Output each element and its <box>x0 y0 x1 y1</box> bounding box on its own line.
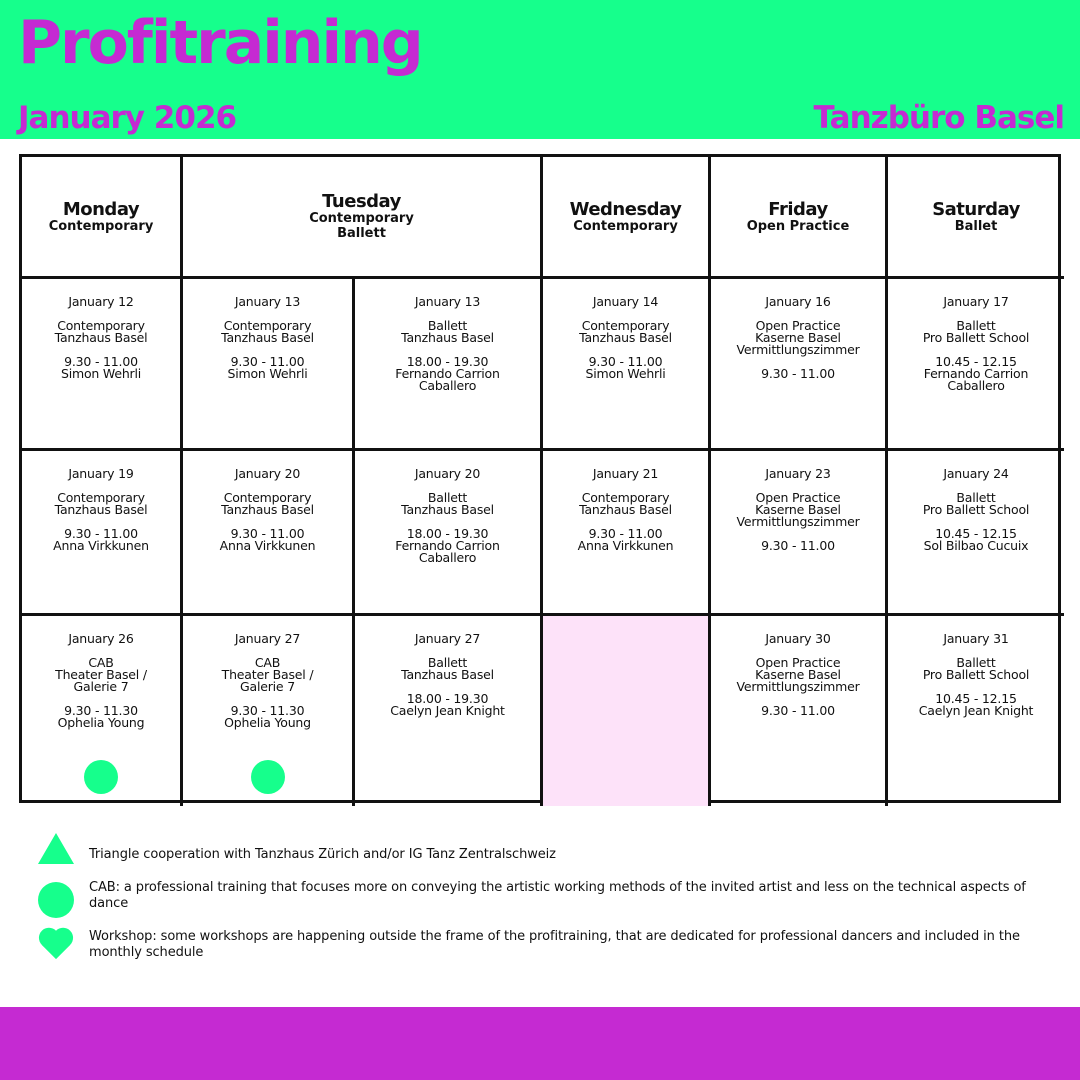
session-date: January 16 <box>765 294 831 309</box>
session-date: January 24 <box>943 466 1009 481</box>
session-date: January 12 <box>68 294 134 309</box>
session-location <box>355 657 540 681</box>
teacher-name: Fernando Carrion <box>923 366 1029 381</box>
session-date: January 30 <box>765 631 831 646</box>
venue-name: Pro Ballett School <box>922 330 1030 345</box>
day-label: Monday <box>62 198 140 220</box>
class-name: Ballett <box>956 318 996 333</box>
session-cell <box>888 616 1064 806</box>
page-title: Profitraining <box>18 8 422 78</box>
legend-text: Workshop: some workshops are happening outside the frame of the profitraining, that are dedicated for professional dancers and included in the monthly schedule <box>89 929 1020 960</box>
session-cell <box>22 451 183 616</box>
day-label: Wednesday <box>569 198 682 220</box>
class-type-label: Ballett <box>337 226 386 241</box>
venue-name: Galerie 7 <box>240 679 295 694</box>
session-location <box>355 320 540 344</box>
session-time: 9.30 - 11.00 <box>230 354 305 369</box>
venue-name: Tanzhaus Basel <box>221 330 314 345</box>
session-location <box>888 657 1064 681</box>
session-time-teacher <box>711 540 885 552</box>
teacher-name: Fernando Carrion <box>395 538 500 553</box>
session-time-teacher <box>711 705 885 717</box>
session-time-teacher <box>183 356 352 380</box>
session-location <box>888 492 1064 516</box>
session-cell <box>355 279 543 451</box>
class-name: CAB <box>254 655 281 670</box>
class-name: Ballett <box>427 655 468 670</box>
session-location <box>22 657 180 693</box>
session-time: 10.45 - 12.15 <box>935 354 1017 369</box>
session-cell <box>543 279 711 451</box>
session-cell <box>711 616 888 806</box>
session-location <box>183 320 352 344</box>
day-label: Saturday <box>932 198 1020 220</box>
venue-name: Tanzhaus Basel <box>54 330 148 345</box>
venue-name: Kaserne Basel <box>755 330 841 345</box>
session-date: January 13 <box>414 294 481 309</box>
session-time: 9.30 - 11.00 <box>588 354 663 369</box>
session-time: 9.30 - 11.00 <box>230 526 305 541</box>
venue-name: Tanzhaus Basel <box>54 502 148 517</box>
class-name: Ballett <box>956 655 996 670</box>
triangle-icon <box>38 833 74 864</box>
session-time: 10.45 - 12.15 <box>935 526 1017 541</box>
session-date: January 27 <box>414 631 481 646</box>
session-time-teacher <box>355 528 540 564</box>
session-time-teacher <box>183 705 352 729</box>
session-location <box>22 320 180 344</box>
teacher-name: Caballero <box>418 378 477 393</box>
teacher-name: Ophelia Young <box>224 715 311 730</box>
session-date: January 13 <box>234 294 301 309</box>
venue-name: Tanzhaus Basel <box>401 330 494 345</box>
column-header-friday <box>711 157 888 279</box>
session-time: 9.30 - 11.00 <box>64 526 138 541</box>
session-time: 18.00 - 19.30 <box>406 354 489 369</box>
session-time-teacher <box>22 705 180 729</box>
class-name: Contemporary <box>581 490 670 505</box>
class-name: Contemporary <box>57 490 145 505</box>
teacher-name: Caelyn Jean Knight <box>918 703 1034 718</box>
session-cell <box>888 451 1064 616</box>
session-time-teacher <box>22 356 180 380</box>
session-date: January 31 <box>943 631 1009 646</box>
venue-name: Theater Basel / <box>55 667 147 682</box>
session-time-teacher <box>888 528 1064 552</box>
venue-name: Tanzhaus Basel <box>401 667 494 682</box>
teacher-name: Simon Wehrli <box>585 366 666 381</box>
schedule-grid <box>19 154 1061 803</box>
teacher-name: Anna Virkkunen <box>53 538 149 553</box>
teacher-name: Caballero <box>947 378 1005 393</box>
session-location <box>183 657 352 693</box>
class-name: CAB <box>88 655 114 670</box>
session-time: 18.00 - 19.30 <box>406 691 489 706</box>
session-time: 9.30 - 11.30 <box>230 703 305 718</box>
session-date: January 14 <box>592 294 659 309</box>
venue-name: Tanzhaus Basel <box>579 502 672 517</box>
column-header-tuesday <box>183 157 543 279</box>
session-cell <box>22 279 183 451</box>
session-cell <box>183 451 355 616</box>
session-time-teacher <box>183 528 352 552</box>
class-name: Open Practice <box>755 490 841 505</box>
teacher-name: Fernando Carrion <box>395 366 500 381</box>
footer-bar <box>0 1007 1080 1080</box>
session-time-teacher <box>543 356 708 380</box>
header-banner <box>0 0 1080 139</box>
venue-name: Vermittlungszimmer <box>736 679 860 694</box>
session-time: 9.30 - 11.00 <box>588 526 663 541</box>
class-name: Ballett <box>427 490 468 505</box>
session-cell <box>183 279 355 451</box>
session-date: January 23 <box>765 466 831 481</box>
session-time: 9.30 - 11.30 <box>64 703 138 718</box>
session-cell <box>888 279 1064 451</box>
session-time-teacher <box>355 693 540 717</box>
session-location <box>711 492 885 528</box>
session-location <box>543 320 708 344</box>
empty-cell <box>543 616 711 806</box>
legend-text: Triangle cooperation with Tanzhaus Zürich and/or IG Tanz Zentralschweiz <box>89 847 556 862</box>
venue-name: Kaserne Basel <box>755 667 841 682</box>
session-time: 9.30 - 11.00 <box>64 354 138 369</box>
session-location <box>183 492 352 516</box>
venue-name: Tanzhaus Basel <box>401 502 494 517</box>
venue-name: Pro Ballett School <box>922 502 1030 517</box>
session-location <box>543 492 708 516</box>
session-date: January 20 <box>414 466 481 481</box>
class-type-label: Contemporary <box>48 218 154 234</box>
session-time: 10.45 - 12.15 <box>935 691 1017 706</box>
class-name: Open Practice <box>755 655 841 670</box>
session-location <box>355 492 540 516</box>
teacher-name: Anna Virkkunen <box>219 538 316 553</box>
session-cell <box>183 616 355 806</box>
session-location <box>711 320 885 356</box>
class-type-label: Ballet <box>954 218 998 234</box>
session-cell <box>355 451 543 616</box>
class-name: Ballett <box>427 318 468 333</box>
teacher-name: Caelyn Jean Knight <box>390 703 505 718</box>
venue-name: Kaserne Basel <box>755 502 841 517</box>
class-name: Contemporary <box>581 318 670 333</box>
circle-icon <box>38 882 74 918</box>
session-date: January 20 <box>234 466 301 481</box>
venue-name: Tanzhaus Basel <box>221 502 314 517</box>
teacher-name: Simon Wehrli <box>227 366 308 381</box>
teacher-name: Sol Bilbao Cucuix <box>923 538 1029 553</box>
session-time-teacher <box>543 528 708 552</box>
session-time: 9.30 - 11.00 <box>761 538 835 553</box>
session-location <box>22 492 180 516</box>
class-type-label: Contemporary <box>309 211 414 226</box>
session-time-teacher <box>711 368 885 380</box>
class-type-label: Open Practice <box>746 218 850 234</box>
session-date: January 19 <box>68 466 134 481</box>
circle-icon <box>251 760 285 794</box>
session-time-teacher <box>888 356 1064 392</box>
teacher-name: Ophelia Young <box>57 715 145 730</box>
session-time-teacher <box>888 693 1064 717</box>
session-time: 9.30 - 11.00 <box>761 703 835 718</box>
session-date: January 17 <box>943 294 1009 309</box>
teacher-name: Caballero <box>418 550 477 565</box>
column-header-monday <box>22 157 183 279</box>
session-time: 18.00 - 19.30 <box>406 526 489 541</box>
venue-name: Vermittlungszimmer <box>736 514 860 529</box>
class-name: Open Practice <box>755 318 841 333</box>
session-time-teacher <box>355 356 540 392</box>
class-name: Ballett <box>956 490 996 505</box>
class-type-label: Contemporary <box>573 218 678 234</box>
session-time-teacher <box>22 528 180 552</box>
session-cell <box>543 451 711 616</box>
teacher-name: Simon Wehrli <box>60 366 142 381</box>
session-cell <box>22 616 183 806</box>
column-header-saturday <box>888 157 1064 279</box>
session-date: January 21 <box>592 466 659 481</box>
session-date: January 27 <box>234 631 301 646</box>
venue-name: Galerie 7 <box>73 679 129 694</box>
session-location <box>888 320 1064 344</box>
day-label: Friday <box>768 198 828 220</box>
class-name: Contemporary <box>223 490 312 505</box>
session-date: January 26 <box>68 631 134 646</box>
session-cell <box>711 279 888 451</box>
session-cell <box>355 616 543 806</box>
session-cell <box>711 451 888 616</box>
heart-icon <box>38 929 74 963</box>
session-location <box>711 657 885 693</box>
venue-name: Theater Basel / <box>221 667 314 682</box>
column-header-wednesday <box>543 157 711 279</box>
venue-name: Pro Ballett School <box>922 667 1030 682</box>
class-name: Contemporary <box>223 318 312 333</box>
circle-icon <box>84 760 118 794</box>
class-name: Contemporary <box>57 318 145 333</box>
teacher-name: Anna Virkkunen <box>577 538 674 553</box>
month-label: January 2026 <box>18 100 237 136</box>
venue-name: Tanzhaus Basel <box>579 330 672 345</box>
session-time: 9.30 - 11.00 <box>761 366 835 381</box>
organization-name: Tanzbüro Basel <box>813 100 1064 136</box>
day-label: Tuesday <box>322 191 401 212</box>
venue-name: Vermittlungszimmer <box>736 342 860 357</box>
legend-text: CAB: a professional training that focuses more on conveying the artistic working methods of the invited artist and less on the technical aspects of dance <box>89 880 1026 911</box>
